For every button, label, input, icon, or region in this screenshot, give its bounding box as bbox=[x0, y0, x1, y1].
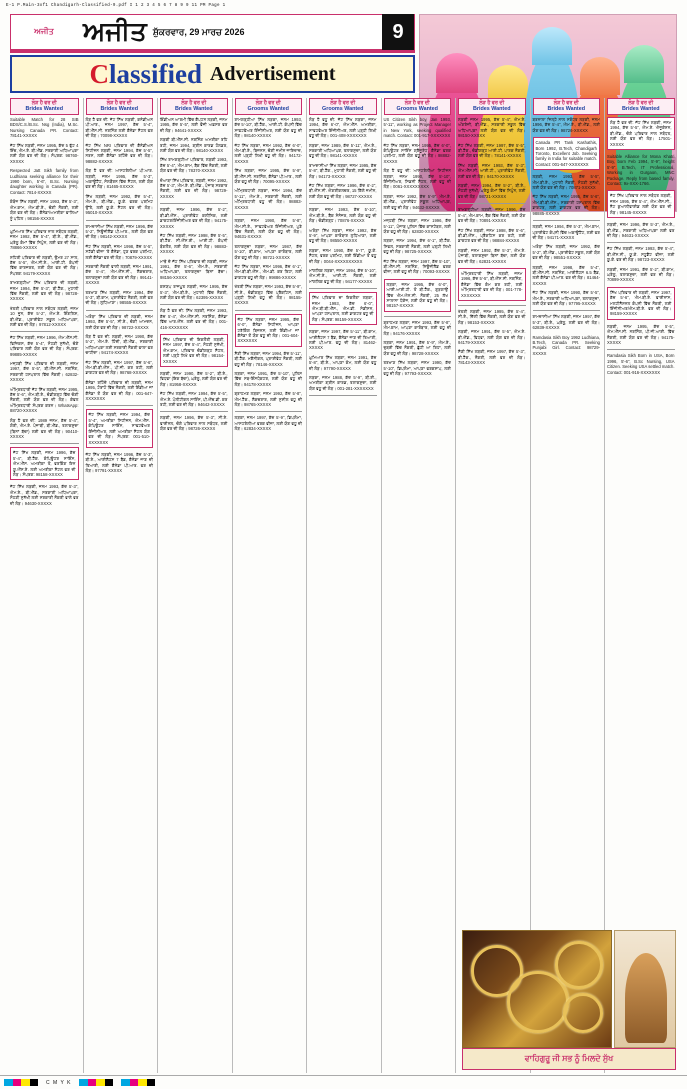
classified-ad: ਸਿੱਖ ਪਰਿਵਾਰ ਦੀ ਇਕਲੌਤੀ ਲੜਕੀ, ਜਨਮ 1997, ਕੱਦ 5'-4", ਸੋਹਣੀ ਸੁਨੱਖੀ, ਐਮ.ਕਾਮ, ਪਰਿਵਾਰ ਚੰਡੀਗੜ੍ਹ ਸੈਟਲ, ਲਈ ਪੜ੍ਹੇ ਲਿਖੇ ਵਰ ਦੀ ਲੋੜ। 98154-XXXXX bbox=[160, 334, 228, 367]
cmyk-label: C M Y K bbox=[46, 1079, 72, 1086]
column-header-9 bbox=[607, 98, 675, 115]
ad-separator bbox=[86, 405, 154, 406]
classified-ad: ਜੱਟ ਸਿੱਖ ਲੜਕੀ, ਜਨਮ 1994, ਕੱਦ 5'-5", ਐਮ.ਏ. ਪੋਲੀਟੀਕਲ ਸਾਇੰਸ, ਪੀ.ਐੱਚ.ਡੀ. ਕਰ ਰਹੀ, ਲਈ ਵਰ ਦੀ ਲੋੜ। 94642-XXXXX bbox=[160, 391, 228, 408]
ad-separator bbox=[160, 411, 228, 412]
classified-ad: ਲੜਕੀ, ਜਨਮ 1995, ਕੱਦ 5'-5", ਐਮ.ਐੱਸ.ਸੀ. ਨਰਸਿੰਗ, ਪੀ.ਜੀ.ਆਈ. ਵਿੱਚ ਨੌਕਰੀ, ਲਈ ਯੋਗ ਵਰ ਦੀ ਲੋੜ। 94175-XXXXX bbox=[607, 323, 675, 345]
masthead bbox=[10, 14, 415, 50]
classified-ad: ਸੈਣੀ ਸਿੱਖ ਲੜਕਾ, ਜਨਮ 1994, ਕੱਦ 5'-11", ਬੀ.ਟੈੱਕ. ਮਕੈਨੀਕਲ, ਪ੍ਰਾਈਵੇਟ ਨੌਕਰੀ, ਲਈ ਵਧੂ ਦੀ ਲੋੜ। 78146-XXXXX bbox=[234, 350, 302, 367]
column-header-6 bbox=[384, 98, 452, 115]
classified-ad: ਲੜਕਾ, ਜਨਮ 1997, ਕੱਦ 5'-11", ਬੀ.ਕਾਮ, ਆਈਲੈਟਸ 7 ਬੈਂਡ, ਕੈਨੇਡਾ ਜਾਣ ਦੀ ਤਿਆਰੀ, ਲਈ ਪੀ.ਆਰ. ਵਧੂ ਦੀ ਲੋੜ। 81462-XXXXX bbox=[309, 329, 377, 351]
classified-ad: ਰਾਮਦਾਸੀਆ ਸਿੱਖ ਲੜਕੀ, ਜਨਮ 1997, ਕੱਦ 5'-3", ਬੀ.ਏ., ਘਰੇਲੂ, ਲਈ ਵਰ ਦੀ ਲੋੜ। 62839-XXXXX bbox=[532, 314, 600, 331]
classified-ad: ਲੋੜ ਹੈ ਵਰ ਦੀ: ਲੜਕੀ, ਜਨਮ 1990, ਕੱਦ 5'-2", ਐਮ.ਏ. ਹਿੰਦੀ, ਬੀ.ਐੱਡ., ਸਰਕਾਰੀ ਅਧਿਆਪਕਾ ਲਈ ਸਰਕਾਰੀ ਨੌਕਰੀ ਵਾਲਾ ਵਰ ਚਾਹੀਦਾ। 94174-XXXXX bbox=[85, 334, 153, 356]
classified-ad: ਸੈਣੀ ਸਿੱਖ ਲੜਕੀ, ਜਨਮ 1997, ਕੱਦ 5'-3", ਬੀ.ਟੈੱਕ., ਨੌਕਰੀ, ਲਈ ਵਰ ਦੀ ਲੋੜ। 78143-XXXXX bbox=[458, 349, 526, 366]
column-header-8 bbox=[533, 98, 601, 115]
classified-ad: ਲੜਕੀ, ਜਨਮ 1998, ਕੱਦ 5'-4", ਬੀ.ਐੱਸ.ਸੀ. ਨਰਸਿੰਗ, ਆਈਲੈਟਸ 6.5 ਬੈਂਡ, ਲਈ ਕੈਨੇਡਾ ਪੀ.ਆਰ. ਵਰ ਦੀ ਲੋੜ। 81464-XXXXX bbox=[532, 264, 600, 286]
classified-ad: ਜੱਟ ਸਿੱਖ ਲੜਕੀ, ਜਨਮ 1995, ਕੱਦ 5'-6", ਐਮ.ਬੀ.ਬੀ.ਐੱਸ., ਸਰਕਾਰੀ ਹਸਪਤਾਲ ਵਿੱਚ ਡਾਕਟਰ, ਲਈ ਡਾਕਟਰ ਵਰ ਦੀ ਲੋੜ। 98885-XXXXX bbox=[532, 194, 600, 216]
classified-ad: ਮਾਂਗਲਿਕ ਲੜਕਾ, ਜਨਮ 1994, ਕੱਦ 5'-10", ਐਮ.ਸੀ.ਏ., ਆਈ.ਟੀ. ਨੌਕਰੀ, ਲਈ ਮਾਂਗਲਿਕ ਵਧੂ ਦੀ ਲੋੜ। 94177-XXXXX bbox=[309, 267, 377, 284]
bangle-4 bbox=[563, 993, 603, 1033]
column-header-en: Grooms Wanted bbox=[322, 106, 364, 112]
classified-ad: ਲੜਕੀ, ਜਨਮ 1993, ਕੱਦ 5'-5", ਐਮ.ਬੀ.ਏ., ਮੁਹਾਲੀ ਨੌਕਰੀ, ਸੋਹਣੀ ਸੁਨੱਖੀ, ਲਈ ਯੋਗ ਵਰ ਦੀ ਲੋੜ। 70871-XXXXX bbox=[532, 174, 600, 191]
classified-ad: ਖੱਤਰੀ ਲੜਕੀ, ਜਨਮ 1995, ਕੱਦ 5'-4", ਸੀ.ਏ., ਦਿੱਲੀ ਵਿੱਚ ਨੌਕਰੀ, ਲਈ ਯੋਗ ਵਰ ਦੀ ਲੋੜ। 98153-XXXXX bbox=[458, 308, 526, 325]
banner-word1-rest: lassified bbox=[108, 58, 202, 89]
classified-ad: ਜੱਟ ਸਿੱਖ ਲੜਕਾ, ਜਨਮ 1996, ਕੱਦ 6'-1", ਐਮ.ਬੀ.ਬੀ.ਐੱਸ., ਐਮ.ਡੀ. ਕਰ ਰਿਹਾ, ਲਈ ਡਾਕਟਰ ਵਧੂ ਦੀ ਲੋੜ। 99886-XXXXX bbox=[234, 263, 302, 280]
classified-ad: ਲੜਕੀ, ਜਨਮ 1994, ਕੱਦ 5'-2", ਬੀ.ਏ., ਸੋਹਣੀ ਸੁਨੱਖੀ, ਘਰੇਲੂ ਕੰਮਾਂ ਵਿੱਚ ਨਿਪੁੰਨ, ਲਈ ਵਰ ਦੀ ਲੋੜ। 98721-XXXXX bbox=[458, 183, 526, 199]
ad-separator bbox=[458, 305, 526, 306]
ad-separator bbox=[235, 411, 303, 412]
classified-ad: ਲੜਕਾ, ਜਨਮ 1994, ਕੱਦ 6'-1", ਬੀ.ਟੈੱਕ. ਸਿਵਲ, ਸਰਕਾਰੀ ਨੌਕਰੀ, ਲਈ ਪੜ੍ਹੀ ਲਿਖੀ ਵਧੂ ਦੀ ਲੋੜ। 98725-XXXXX bbox=[383, 238, 451, 255]
classified-ad: ਜੱਟ ਸਿੱਖ ਲੜਕਾ, ਜਨਮ 1995, ਕੱਦ 6'-0", ਕੈਨੇਡਾ ਸਿਟੀਜ਼ਨ, ਆਪਣਾ ਟਰੱਕਿੰਗ ਬਿਜ਼ਨਸ, ਲਈ ਇੰਡੀਆ ਜਾਂ ਕੈਨੇਡਾ ਤੋਂ ਯੋਗ ਵਧੂ ਦੀ ਲੋੜ। 001-604-XXXXXXX bbox=[235, 314, 303, 347]
ad-separator bbox=[86, 310, 154, 311]
classified-ad: ਜੱਟ ਸਿੱਖ ਲੜਕੀ, ਜਨਮ 1996, ਕੱਦ 5'-4", ਬੀ.ਟੈੱਕ. ਕੰਪਿਊਟਰ ਸਾਇੰਸ, ਐਮ.ਐੱਸ. ਅਮਰੀਕਾ ਤੋਂ, ਵਰਕਿੰਗ ਇਨ ਯੂ.ਐੱਸ.ਏ. ਲਈ ਅਮਰੀਕਾ ਸੈਟਲ ਵਰ ਦੀ ਲੋੜ। ਸੰਪਰਕ: 98158-XXXXX bbox=[10, 447, 79, 480]
classified-ad: ਲੜਕੀ ਜਨਮ 1995, ਕੱਦ 5'-4", ਐਮ.ਏ. ਅੰਗਰੇਜ਼ੀ, ਬੀ.ਐੱਡ., ਸਰਕਾਰੀ ਸਕੂਲ ਵਿੱਚ ਅਧਿਆਪਕਾ ਲਈ ਯੋਗ ਵਰ ਦੀ ਲੋੜ। 98150-XXXXX bbox=[458, 117, 526, 139]
registration-marks-3 bbox=[121, 1079, 155, 1086]
ad-separator bbox=[607, 242, 675, 243]
ad-separator bbox=[160, 304, 228, 305]
classified-ad: ਜੱਟ ਸਿੱਖ ਲੜਕੀ, ਜਨਮ 1995, ਕੱਦ 5 ਫੁੱਟ 4 ਇੰਚ, ਐਮ.ਏ. ਬੀ.ਐੱਡ. ਸਰਕਾਰੀ ਅਧਿਆਪਕਾ ਲਈ ਯੋਗ ਵਰ ਦੀ ਲੋੜ। ਸੰਪਰਕ: 98760-XXXXX bbox=[10, 142, 79, 164]
column-header-4 bbox=[235, 98, 303, 115]
classified-ad: ਲੋੜ ਹੈ ਵਧੂ ਦੀ: ਜੱਟ ਸਿੱਖ ਲੜਕਾ, ਜਨਮ 1994, ਕੱਦ 6'-0", ਐਮ.ਐੱਸ. ਅਮਰੀਕਾ, ਸਾਫਟਵੇਅਰ ਇੰਜੀਨੀਅਰ, ਲਈ ਪੜ੍ਹੀ ਲਿਖੀ ਵਧੂ ਦੀ ਲੋੜ। 001-408-XXXXXXX bbox=[309, 117, 377, 139]
column-header-pa: ਲੋੜ ਹੈ ਵਰ ਦੀ bbox=[553, 100, 579, 106]
classified-ad: ਜੱਟ ਸਿੱਖ ਲੜਕੀ, ਜਨਮ 1996, ਐਮ.ਐੱਸ.ਸੀ. ਫਿਜ਼ਿਕਸ, ਕੱਦ 5'-4", ਸੋਹਣੀ ਸੁਨੱਖੀ, ਚੰਗੇ ਪਰਿਵਾਰ ਲਈ ਯੋਗ ਵਰ ਦੀ ਲੋੜ। ਸੰਪਰਕ: 99885-XXXXX bbox=[10, 335, 79, 357]
classified-ad: Canada PR Tank Kashathis, Born 1992, B.Tech, Chandigarh Toronto, Excellent Job. Seeking family in India for suitable match. Contact: 001-647-XXXXXXX bbox=[533, 137, 601, 170]
classified-ad: ਤਲਾਕਸ਼ੁਦਾ ਲੜਕਾ, ਜਨਮ 1987, ਕੱਦ 5'-10", ਬੀ.ਕਾਮ, ਆਪਣਾ ਕਾਰੋਬਾਰ, ਲਈ ਯੋਗ ਵਧੂ ਦੀ ਲੋੜ। 98721-XXXXX bbox=[234, 243, 302, 260]
col-9 bbox=[604, 98, 677, 1073]
column-header-1 bbox=[10, 98, 79, 115]
classified-ad: ਸਿੱਖ ਲੜਕਾ, ਜਨਮ 1995, ਕੱਦ 5'-9", ਬੀ.ਐੱਸ.ਸੀ. ਨਰਸਿੰਗ, ਕੈਨੇਡਾ ਪੀ.ਆਰ., ਲਈ ਯੋਗ ਵਧੂ ਦੀ ਲੋੜ। 70095-XXXXX bbox=[234, 168, 302, 185]
ad-separator bbox=[309, 203, 377, 204]
column-header-pa: ਲੋੜ ਹੈ ਵਰ ਦੀ bbox=[628, 100, 654, 106]
classified-ad: Suitable Match for 28 SIB BDS/C.S./B.Sc. Nsg (India), M.Sc. Nursing Canada PR. Contact: 78141-XXXXX bbox=[10, 117, 79, 139]
registration-marks bbox=[4, 1079, 38, 1086]
column-header-en: Brides Wanted bbox=[621, 106, 660, 112]
classified-ad: ਕੰਬੋਜ ਸਿੱਖ ਲੜਕੀ, ਜਨਮ 1993, ਕੱਦ 5'-3", ਐਮ.ਕਾਮ, ਐਮ.ਬੀ.ਏ., ਚੰਗੀ ਨੌਕਰੀ, ਲਈ ਯੋਗ ਵਰ ਦੀ ਲੋੜ। ਕੈਨੇਡਾ/ਅਮਰੀਕਾ ਵਾਲਿਆਂ ਨੂੰ ਪਹਿਲ। 98156-XXXXX bbox=[10, 199, 79, 221]
classified-ad: ਰਾਮਦਾਸੀਆ ਸਿੱਖ ਲੜਕਾ, ਜਨਮ 1995, ਕੱਦ 5'-8", ਬੀ.ਟੈੱਕ., ਮੁਹਾਲੀ ਨੌਕਰੀ, ਲਈ ਵਧੂ ਦੀ ਲੋੜ। 94173-XXXXX bbox=[309, 162, 377, 179]
bottom-ad-strip: ਵਾਹਿਗੁਰੂ ਜੀ ਸਭ ਨੂੰ ਮਿਲਦੇ ਸੁੱਖ bbox=[462, 1048, 676, 1070]
classified-columns bbox=[8, 98, 679, 1073]
classified-ad: ਸਰਕਾਰੀ ਨੌਕਰੀ ਵਾਲੀ ਲੜਕੀ, ਜਨਮ 1991, ਕੱਦ 5'-4", ਐਮ.ਐੱਸ.ਸੀ., ਲੈਕਚਰਾਰ, ਤਲਾਕਸ਼ੁਦਾ ਲਈ ਯੋਗ ਵਰ ਦੀ ਲੋੜ। 99141-XXXXX bbox=[85, 263, 153, 286]
figure-4-veil bbox=[580, 57, 620, 95]
ad-separator bbox=[10, 225, 79, 226]
classified-ad: ਜੱਟ ਸਿੱਖ ਲੜਕਾ, ਜਨਮ 1996, ਕੱਦ 6'-2", ਬੀ.ਐੱਸ.ਸੀ. ਐਗਰੀਕਲਚਰ, 15 ਕਿੱਲੇ ਜ਼ਮੀਨ, ਲਈ ਯੋਗ ਵਧੂ ਦੀ ਲੋੜ। 98727-XXXXX bbox=[309, 183, 377, 199]
column-header-7 bbox=[458, 98, 526, 115]
classified-ad: ਲੜਕਾ, ਜਨਮ 1995, ਕੱਦ 6'-0", ਆਈ.ਆਈ.ਟੀ. ਤੋਂ ਬੀ.ਟੈੱਕ., ਗੁੜਗਾਉਂ ਵਿੱਚ ਐਮ.ਐਨ.ਸੀ. ਨੌਕਰੀ, 25 ਲੱਖ ਸਾਲਾਨਾ ਪੈਕੇਜ, ਲਈ ਯੋਗ ਵਧੂ ਦੀ ਲੋੜ। 98157-XXXXX bbox=[384, 279, 452, 312]
classified-ad: ਲੜਕਾ, ਜਨਮ 1991, ਕੱਦ 5'-9", ਐਮ.ਏ., ਦੁਬਈ ਵਿੱਚ ਨੌਕਰੀ, ਛੁੱਟੀ ਆ ਰਿਹਾ, ਲਈ ਯੋਗ ਵਧੂ ਦੀ ਲੋੜ। 98728-XXXXX bbox=[383, 340, 451, 356]
classified-ad: ਲੜਕਾ, ਜਨਮ 1990, ਕੱਦ 5'-7", ਯੂ.ਕੇ. ਸੈਟਲ, ਵਰਕ ਪਰਮਿਟ, ਲਈ ਇੰਡੀਆ ਤੋਂ ਵਧੂ ਦੀ ਲੋੜ। 0044-XXXXXXXXXX bbox=[309, 247, 377, 264]
classified-ad: ਅਰੋੜਾ ਸਿੱਖ ਪਰਿਵਾਰ ਦੀ ਲੜਕੀ, ਜਨਮ 1993, ਕੱਦ 5'-5", ਸੀ.ਏ., ਚੰਗੀ ਆਮਦਨ, ਲਈ ਯੋਗ ਵਰ ਦੀ ਲੋੜ। 98722-XXXXX bbox=[85, 313, 153, 330]
classified-ad: ਅਰੋੜਾ ਸਿੱਖ ਲੜਕੀ, ਜਨਮ 1992, ਕੱਦ 5'-2", ਬੀ.ਐੱਡ., ਪ੍ਰਾਈਵੇਟ ਸਕੂਲ, ਲਈ ਯੋਗ ਵਰ ਦੀ ਲੋੜ। 98551-XXXXX bbox=[532, 244, 600, 261]
classified-ad: ਘੁਮਿਆਰ ਸਿੱਖ ਲੜਕਾ, ਜਨਮ 1991, ਕੱਦ 5'-8", ਬੀ.ਏ., ਆਪਣਾ ਕੰਮ, ਲਈ ਯੋਗ ਵਧੂ ਦੀ ਲੋੜ। 97790-XXXXX bbox=[309, 354, 377, 371]
classified-ad: Suitable Alliance for Mona Khatri Boy, born Feb 1994, 5'-9", height 5'-9", B.Tech, IT Professional, Working in Gurgaon, MNC Package. Reply from based family. Contact: 9x-XXX-1766. bbox=[607, 154, 675, 187]
ad-separator bbox=[607, 349, 675, 350]
classified-ad: ਲੋੜ ਹੈ ਵਰ ਦੀ: ਜੱਟ ਸਿੱਖ ਲੜਕੀ, ਕਨੇਡੀਅਨ ਪੀ.ਆਰ., ਜਨਮ 1997, ਕੱਦ 5'-4", ਬੀ.ਐੱਸ.ਸੀ. ਨਰਸਿੰਗ ਲਈ ਕੈਨੇਡਾ ਸੈਟਲ ਵਰ ਦੀ ਲੋੜ। 70098-XXXXX bbox=[85, 117, 153, 139]
column-header-en: Grooms Wanted bbox=[247, 106, 289, 112]
classified-ad: ਲੜਕਾ, ਜਨਮ 1988, ਕੱਦ 5'-9", ਬੀ.ਈ., ਅਮਰੀਕਾ ਗ੍ਰੀਨ ਕਾਰਡ, ਤਲਾਕਸ਼ੁਦਾ, ਲਈ ਯੋਗ ਵਧੂ ਦੀ ਲੋੜ। 001-281-XXXXXXX bbox=[309, 375, 377, 391]
classified-ad: ਲੜਕੀ, ਜਨਮ 1991, ਕੱਦ 5'-5", ਐਮ.ਏ. ਬੀ.ਐੱਡ., ਵਿਧਵਾ, ਲਈ ਯੋਗ ਵਰ ਦੀ ਲੋੜ। 94179-XXXXX bbox=[458, 329, 526, 345]
classified-ad: ਲੋੜ ਹੈ ਵਰ ਦੀ: ਆਸਟਰੇਲੀਆ ਪੀ.ਆਰ. ਲੜਕੀ, ਜਨਮ 1995, ਕੱਦ 5'-3", ਅਕਾਊਂਟੈਂਟ, ਮੈਲਬੌਰਨ ਵਿੱਚ ਸੈਟਲ, ਲਈ ਯੋਗ ਵਰ ਦੀ ਲੋੜ। 81465-XXXXX bbox=[85, 168, 153, 190]
classified-ad: ਜੱਟ ਸਿੱਖ ਲੜਕੀ, ਜਨਮ 1996, ਕੱਦ 5'-3", ਬੀ.ਏ., ਆਈਲੈਟਸ 7 ਬੈਂਡ, ਕੈਨੇਡਾ ਜਾਣ ਦੀ ਤਿਆਰੀ, ਲਈ ਕੈਨੇਡਾ ਪੀ.ਆਰ. ਵਰ ਦੀ ਲੋੜ। 97791-XXXXX bbox=[85, 451, 153, 474]
column-header-pa: ਲੋੜ ਹੈ ਵਰ ਦੀ bbox=[181, 100, 207, 106]
column-header-pa: ਲੋੜ ਹੈ ਵਰ ਦੀ bbox=[330, 100, 356, 106]
column-header-5 bbox=[309, 98, 377, 115]
classified-ad: ਸਿੱਖ ਲੜਕੀ, ਜਨਮ 1992, ਕੱਦ 5'-4", ਐਮ.ਏ., ਬੀ.ਐੱਡ., ਯੂ.ਕੇ. ਵਰਕ ਪਰਮਿਟ ਉੱਤੇ, ਲਈ ਯੂ.ਕੇ. ਸੈਟਲ ਵਰ ਦੀ ਲੋੜ। 95010-XXXXX bbox=[85, 193, 153, 216]
classified-ad: ਬ੍ਰਾਹਮਣ ਲੜਕਾ, ਜਨਮ 1992, ਕੱਦ 5'-8", ਐਮ.ਟੈੱਕ., ਲੈਕਚਰਾਰ, ਲਈ ਸੁਸ਼ੀਲ ਵਧੂ ਦੀ ਲੋੜ। 98765-XXXXX bbox=[234, 391, 302, 408]
secondary-photo bbox=[614, 930, 676, 1048]
classified-ad: ਜੱਟ ਸਿੱਖ ਲੜਕੀ, ਜਨਮ 1990, ਕੱਦ 5'-5", ਐਮ.ਏ., ਸਰਕਾਰੀ ਅਧਿਆਪਕਾ, ਤਲਾਕਸ਼ੁਦਾ, ਲਈ ਯੋਗ ਵਰ ਦੀ ਲੋੜ। 97795-XXXXX bbox=[532, 290, 600, 306]
classified-ad: ਮਜ਼੍ਹਬੀ ਸਿੱਖ ਲੜਕਾ, ਜਨਮ 1996, ਕੱਦ 5'-11", ਪੰਜਾਬ ਪੁਲਿਸ ਵਿੱਚ ਕਾਂਸਟੇਬਲ, ਲਈ ਯੋਗ ਵਧੂ ਦੀ ਲੋੜ। 62830-XXXXX bbox=[383, 218, 451, 234]
classified-ad: ਜੱਟ ਸਿੱਖ ਲੜਕੀ, ਜਨਮ 1993, ਕੱਦ 5'-3", ਐਮ.ਏ., ਬੀ.ਐੱਡ., ਸਰਕਾਰੀ ਅਧਿਆਪਕਾ, ਸੋਹਣੀ ਸੁਨੱਖੀ ਲਈ ਸਰਕਾਰੀ ਨੌਕਰੀ ਵਾਲੇ ਵਰ ਦੀ ਲੋੜ। 94630-XXXXX bbox=[10, 484, 79, 506]
classified-ad: ਜੱਟ ਸਿੱਖ ਲੜਕਾ, ਜਨਮ 1997, ਕੱਦ 5'-10", ਬੀ.ਐੱਸ.ਸੀ. ਨਰਸਿੰਗ, ਨਿਊਜ਼ੀਲੈਂਡ ਵਰਕ ਵੀਜ਼ਾ, ਲਈ ਵਧੂ ਦੀ ਲੋੜ। 70093-XXXXX bbox=[383, 258, 451, 275]
classified-ad: ਬ੍ਰਾਹਮਣ ਲੜਕਾ, ਜਨਮ 1993, ਕੱਦ 5'-8", ਐਮ.ਕਾਮ, ਆਪਣਾ ਕਾਰੋਬਾਰ, ਲਈ ਵਧੂ ਦੀ ਲੋੜ। 94176-XXXXX bbox=[383, 319, 451, 336]
classified-ad: ਅੰਮ੍ਰਿਤਧਾਰੀ ਸਿੱਖ ਲੜਕੀ, ਜਨਮ 1996, ਕੱਦ 5'-5", ਬੀ.ਐੱਸ.ਸੀ. ਨਰਸਿੰਗ, ਕੈਨੇਡਾ ਵਿੱਚ ਕੰਮ ਕਰ ਰਹੀ, ਲਈ ਅੰਮ੍ਰਿਤਧਾਰੀ ਵਰ ਦੀ ਲੋੜ। 001-778-XXXXXXX bbox=[458, 268, 526, 301]
column-header-pa: ਲੋੜ ਹੈ ਵਰ ਦੀ bbox=[106, 100, 132, 106]
classified-ad: ਇੰਡੀਅਨ ਆਰਮੀ ਵਿੱਚ ਕੈਪਟਨ ਲੜਕੀ, ਜਨਮ 1995, ਕੱਦ 5'-5", ਲਈ ਫੌਜੀ ਅਫ਼ਸਰ ਵਰ ਦੀ ਲੋੜ। 94641-XXXXX bbox=[160, 117, 228, 133]
figure-3-veil bbox=[532, 27, 572, 65]
column-header-en: Brides Wanted bbox=[25, 106, 64, 112]
classified-ad: ਜੱਟ ਸਿੱਖ ਲੜਕੀ, ਜਨਮ 1998, ਕੱਦ 5'-5", ਬੀ.ਟੈੱਕ. ਸੀ.ਐੱਸ.ਈ., ਆਈ.ਟੀ. ਕੰਪਨੀ ਬੰਗਲੌਰ, ਲਈ ਯੋਗ ਵਰ ਦੀ ਲੋੜ। 98883-XXXXX bbox=[160, 232, 228, 255]
ad-separator bbox=[10, 331, 79, 332]
classified-ad: ਲੜਕਾ, ਜਨਮ 1991, ਕੱਦ 5'-10", ਪੁਲਿਸ ਵਿੱਚ ਸਬ-ਇੰਸਪੈਕਟਰ, ਲਈ ਯੋਗ ਵਧੂ ਦੀ ਲੋੜ। 94178-XXXXX bbox=[234, 371, 302, 387]
column-header-pa: ਲੋੜ ਹੈ ਵਰ ਦੀ bbox=[31, 100, 57, 106]
classified-ad: ਲੜਕਾ, ਜਨਮ 1997, ਕੱਦ 5'-9", ਡਿਪਲੋਮਾ, ਆਸਟਰੇਲੀਆ ਵਰਕ ਵੀਜ਼ਾ, ਲਈ ਯੋਗ ਵਧੂ ਦੀ ਲੋੜ। 62834-XXXXX bbox=[234, 415, 302, 432]
banner-drop-cap: C bbox=[89, 58, 109, 89]
classified-ad: ਅੰਮ੍ਰਿਤਧਾਰੀ ਜੱਟ ਸਿੱਖ ਲੜਕੀ, ਜਨਮ 1995, ਕੱਦ 5'-6", ਐਮ.ਬੀ.ਏ., ਚੰਡੀਗੜ੍ਹ ਵਿੱਚ ਚੰਗੀ ਨੌਕਰੀ, ਲਈ ਯੋਗ ਵਰ ਦੀ ਲੋੜ। ਕੇਵਲ ਅੰਮ੍ਰਿਤਧਾਰੀ ਸੰਪਰਕ ਕਰਨ। WhatsApp: 88720-XXXXX bbox=[10, 386, 79, 414]
classified-ad: ਕਸ਼ਯਪ ਰਾਜਪੂਤ ਲੜਕੀ, ਜਨਮ 1995, ਕੱਦ 5'-3", ਐਮ.ਬੀ.ਏ., ਮੁਹਾਲੀ ਵਿੱਚ ਨੌਕਰੀ, ਲਈ ਯੋਗ ਵਰ ਦੀ ਲੋੜ। 62395-XXXXX bbox=[160, 284, 228, 300]
page-number: 9 bbox=[382, 14, 414, 50]
classified-ad: ਲੜਕੀ, ਜਨਮ 1991, ਕੱਦ 5'-2", ਬੀ.ਕਾਮ, ਘਰੇਲੂ, ਤਲਾਕਸ਼ੁਦਾ, ਲਈ ਵਰ ਦੀ ਲੋੜ। 70899-XXXXX bbox=[607, 266, 675, 283]
classified-ad: ਜੱਟ ਸਿੱਖ ਲੜਕੀ, ਜਨਮ 1998, ਕੱਦ 5'-6", ਬੀ.ਡੀ.ਐੱਸ., ਪ੍ਰੈਕਟਿਸ ਕਰ ਰਹੀ, ਲਈ ਡਾਕਟਰ ਵਰ ਦੀ ਲੋੜ। 98884-XXXXX bbox=[458, 227, 526, 244]
ad-separator bbox=[384, 214, 452, 215]
classified-ad: ਰਾਮਗੜ੍ਹੀਆ ਲੜਕੀ, ਜਨਮ 1996, ਕੱਦ 5'-4", ਐਮ.ਕਾਮ, ਬੈਂਕ ਵਿੱਚ ਨੌਕਰੀ, ਲਈ ਯੋਗ ਵਰ ਦੀ ਲੋੜ। 70891-XXXXX bbox=[458, 207, 526, 224]
classified-ad: ਲੋੜ ਹੈ ਵਧੂ ਦੀ: ਆਸਟਰੇਲੀਆ ਸਿਟੀਜ਼ਨ ਲੜਕਾ, ਜਨਮ 1990, ਕੱਦ 5'-10", ਇੰਜੀਨੀਅਰ, ਸਿਡਨੀ ਸੈਟਲ, ਲਈ ਵਧੂ ਦੀ ਲੋੜ। 0061-XXXXXXXXX bbox=[383, 168, 451, 190]
print-registration-bar bbox=[0, 1075, 687, 1089]
classified-ad: ਲੜਕੀ ਬੀ.ਐੱਸ.ਸੀ. ਨਰਸਿੰਗ ਅਮਰੀਕਾ ਰਹਿ ਰਹੀ, ਜਨਮ 1994, ਗ੍ਰੀਨ ਕਾਰਡ ਹੋਲਡਰ, ਲਈ ਯੋਗ ਵਰ ਦੀ ਲੋੜ। 98140-XXXXX bbox=[160, 137, 228, 154]
classified-ad: ਖੱਤਰੀ ਸਿੱਖ ਲੜਕਾ, ਜਨਮ 1993, ਕੱਦ 5'-9", ਸੀ.ਏ., ਚੰਡੀਗੜ੍ਹ ਵਿੱਚ ਪ੍ਰੈਕਟਿਸ, ਲਈ ਪੜ੍ਹੀ ਲਿਖੀ ਵਧੂ ਦੀ ਲੋੜ। 98155-XXXXX bbox=[234, 284, 302, 306]
column-header-pa: ਲੋੜ ਹੈ ਵਰ ਦੀ bbox=[479, 100, 505, 106]
col-5 bbox=[306, 98, 379, 1073]
classified-ad: US Citizen Sikh boy, Jan 1993, 5'-11", working as Project Manager in New York, seeking qualified match. Contact: 001-917-XXXXXXX bbox=[383, 117, 451, 139]
classified-ad: ਜੱਟ ਸਿੱਖ ਲੜਕਾ, ਜਨਮ 1995, ਕੱਦ 6'-0", ਕੰਪਿਊਟਰ ਸਾਇੰਸ ਗ੍ਰੈਜੂਏਟ, ਕੈਨੇਡਾ ਵਰਕ ਪਰਮਿਟ, ਲਈ ਯੋਗ ਵਧੂ ਦੀ ਲੋੜ। 98882-XXXXX bbox=[383, 142, 451, 164]
masthead-left-label: ਅਜੀਤ bbox=[34, 27, 54, 36]
ad-separator bbox=[458, 203, 526, 204]
classified-ad: ਰਾਮਗੜ੍ਹੀਆ ਸਿੱਖ ਪਰਿਵਾਰ ਦੀ ਲੜਕੀ, ਜਨਮ 1994, ਕੱਦ 5'-3", ਬੀ.ਟੈੱਕ., ਮੁਹਾਲੀ ਵਿੱਚ ਨੌਕਰੀ, ਲਈ ਵਰ ਦੀ ਲੋੜ। 98728-XXXXX bbox=[10, 280, 79, 302]
ad-separator bbox=[309, 288, 377, 289]
ad-separator bbox=[533, 310, 601, 311]
column-header-2 bbox=[86, 98, 154, 115]
classified-ad: ਜੱਟ ਸਿੱਖ ਲੜਕਾ, ਜਨਮ 1992, ਕੱਦ 6'-0", ਐਮ.ਬੀ.ਏ., ਬਿਜ਼ਨਸ, ਚੰਗੀ ਜ਼ਮੀਨ ਜਾਇਦਾਦ, ਲਈ ਪੜ੍ਹੀ ਲਿਖੀ ਵਧੂ ਦੀ ਲੋੜ। 94172-XXXXX bbox=[234, 142, 302, 164]
ad-separator bbox=[86, 220, 154, 221]
classified-ad: ਮਜ਼੍ਹਬੀ ਸਿੱਖ ਪਰਿਵਾਰ ਦੀ ਲੜਕੀ, ਜਨਮ 1997, ਕੱਦ 5'-5", ਬੀ.ਐੱਸ.ਸੀ. ਨਰਸਿੰਗ, ਸਰਕਾਰੀ ਹਸਪਤਾਲ ਵਿੱਚ ਨੌਕਰੀ। 62832-XXXXX bbox=[10, 361, 79, 383]
classified-ad: ਸਿੱਖ ਰਾਮਗੜ੍ਹੀਆ ਪਰਿਵਾਰ, ਲੜਕੀ 1993, ਕੱਦ 5'-4", ਐਮ.ਕਾਮ, ਬੈਂਕ ਵਿੱਚ ਨੌਕਰੀ, ਲਈ ਯੋਗ ਵਰ ਦੀ ਲੋੜ। 78370-XXXXX bbox=[160, 157, 228, 174]
classified-ad: ਅਰੋੜਾ ਸਿੱਖ ਲੜਕਾ, ਜਨਮ 1992, ਕੱਦ 5'-9", ਆਪਣਾ ਕਾਰੋਬਾਰ ਲੁਧਿਆਣਾ, ਲਈ ਵਧੂ ਦੀ ਲੋੜ। 98550-XXXXX bbox=[309, 227, 377, 244]
classified-ad: ਸਿੱਖ ਪਰਿਵਾਰ ਦਾ ਇਕਲੌਤਾ ਲੜਕਾ, ਜਨਮ 1993, ਕੱਦ 6'-0", ਐਮ.ਬੀ.ਬੀ.ਐੱਸ., ਐਮ.ਡੀ. ਮੈਡੀਸਨ, ਆਪਣਾ ਹਸਪਤਾਲ, ਲਈ ਡਾਕਟਰ ਵਧੂ ਦੀ ਲੋੜ। ਸੰਪਰਕ: 98159-XXXXX bbox=[309, 292, 377, 325]
classified-ad: ਲੜਕਾ, ਜਨਮ 1992, ਕੱਦ 5'-9", ਐਮ.ਏ. ਬੀ.ਐੱਡ., ਪ੍ਰਾਈਵੇਟ ਸਕੂਲ ਅਧਿਆਪਕ, ਲਈ ਵਧੂ ਦੀ ਲੋੜ। 94632-XXXXX bbox=[383, 193, 451, 210]
banner-word-classified bbox=[89, 59, 202, 90]
classified-ad: ਸ਼ਹਿਰੀ ਪਰਿਵਾਰ ਦੀ ਲੜਕੀ, ਉਮਰ 27 ਸਾਲ, ਕੱਦ 5'-5", ਐਮ.ਸੀ.ਏ., ਆਈ.ਟੀ. ਕੰਪਨੀ ਵਿੱਚ ਕਾਰਜਰਤ, ਲਈ ਯੋਗ ਵਰ ਦੀ ਲੋੜ। ਸੰਪਰਕ: 94179-XXXXX bbox=[10, 254, 79, 276]
issue-date: ਸ਼ੁੱਕਰਵਾਰ, 29 ਮਾਰਚ 2026 bbox=[152, 26, 245, 37]
classified-ad: ਤਰਖਾਣ ਸਿੱਖ ਲੜਕੀ, ਜਨਮ 1994, ਕੱਦ 5'-3", ਬੀ.ਕਾਮ, ਪ੍ਰਾਈਵੇਟ ਨੌਕਰੀ, ਲਈ ਵਰ ਦੀ ਲੋੜ। ਲੁਧਿਆਣਾ। 98555-XXXXX bbox=[85, 289, 153, 306]
classified-ad: ਲੜਕੀ, ਜਨਮ 1994, ਕੱਦ 5'-3", ਐਮ.ਕਾਮ, ਪ੍ਰਾਈਵੇਟ ਕੰਪਨੀ ਵਿੱਚ ਅਕਾਊਂਟੈਂਟ, ਲਈ ਵਰ ਦੀ ਲੋੜ। 94171-XXXXX bbox=[532, 224, 600, 240]
classified-ad: Ramdasia Sikh Boy 1992 Ludhiana, B.Tech, Canada PR. Seeking Punjabi Girl. Contact: 98729-XXXXX bbox=[532, 334, 600, 356]
classified-ad: ਜੱਟ ਸਿੱਖ ਲੜਕੀ, ਜਨਮ 1997, ਕੱਦ 5'-6", ਐਮ.ਬੀ.ਬੀ.ਐੱਸ., ਪੀ.ਜੀ. ਕਰ ਰਹੀ, ਲਈ ਡਾਕਟਰ ਵਰ ਦੀ ਲੋੜ। 98768-XXXXX bbox=[85, 359, 153, 376]
col-8 bbox=[530, 98, 603, 1073]
classified-ad: ਜੱਟ ਸਿੱਖ ਲੜਕੀ, ਜਨਮ 1993, ਕੱਦ 5'-4", ਬੀ.ਐੱਸ.ਸੀ., ਯੂ.ਕੇ. ਸਟੂਡੈਂਟ ਵੀਜ਼ਾ, ਲਈ ਯੂ.ਕੇ. ਵਰ ਦੀ ਲੋੜ। 98723-XXXXX bbox=[607, 246, 675, 263]
printer-info-line: E-1 P.Main-3of1 Chandigarh-Classified-9.pdf I 1 2 3 4 5 6 7 8 9 9 11 PM Page 1 bbox=[6, 4, 226, 8]
col-3 bbox=[157, 98, 230, 1073]
classified-ad: ਜੱਟ ਸਿੱਖ ਲੜਕੀ, ਜਨਮ 1997, ਕੱਦ 5'-5", ਬੀ.ਟੈੱਕ., ਚੰਡੀਗੜ੍ਹ ਆਈ.ਟੀ. ਪਾਰਕ ਨੌਕਰੀ, ਲਈ ਯੋਗ ਵਰ ਦੀ ਲੋੜ। 78141-XXXXX bbox=[458, 142, 526, 159]
jewellery-photo bbox=[462, 930, 612, 1048]
classified-ad: ਲੜਕੀ, ਜਨਮ 1996, ਕੱਦ 5'-3", ਸੀ.ਏ. ਫਾਈਨਲ, ਚੰਗੇ ਪਰਿਵਾਰ ਨਾਲ ਸਬੰਧਤ, ਲਈ ਯੋਗ ਵਰ ਦੀ ਲੋੜ। 98726-XXXXX bbox=[160, 415, 228, 432]
classified-ad: ਜੱਟ ਸਿੱਖ ਪਰਿਵਾਰ ਨਾਲ ਸਬੰਧਤ ਲੜਕੀ, ਜਨਮ 1995, ਕੱਦ 5'-4", ਐਮ.ਐੱਸ.ਸੀ., ਨੈਟ ਕੁਆਲੀਫਾਈਡ ਲਈ ਯੋਗ ਵਰ ਦੀ ਲੋੜ। 98145-XXXXX bbox=[607, 190, 675, 218]
classified-ad: ਤਰਖਾਣ ਸਿੱਖ ਲੜਕਾ, ਜਨਮ 1990, ਕੱਦ 5'-10", ਡਿਪਲੋਮਾ, ਆਪਣਾ ਵਰਕਸ਼ਾਪ, ਲਈ ਵਧੂ ਦੀ ਲੋੜ। 97793-XXXXX bbox=[383, 360, 451, 377]
col-6 bbox=[381, 98, 454, 1073]
figure-5-veil bbox=[624, 45, 664, 83]
column-header-pa: ਲੋੜ ਹੈ ਵਰ ਦੀ bbox=[404, 100, 430, 106]
ad-separator bbox=[533, 220, 601, 221]
col-2 bbox=[83, 98, 156, 1073]
classified-ad: ਰਾਮਗੜ੍ਹੀਆ ਸਿੱਖ ਲੜਕਾ, ਜਨਮ 1993, ਕੱਦ 5'-10", ਬੀ.ਟੈੱਕ., ਆਈ.ਟੀ. ਕੰਪਨੀ ਵਿੱਚ ਸਾਫਟਵੇਅਰ ਇੰਜੀਨੀਅਰ, ਲਈ ਯੋਗ ਵਧੂ ਦੀ ਲੋੜ। 98140-XXXXX bbox=[234, 117, 302, 139]
registration-marks-2 bbox=[79, 1079, 113, 1086]
classified-ad: ਲੋੜ ਹੈ ਵਰ ਦੀ: ਸਿੱਖ ਲੜਕੀ, ਜਨਮ 1993, ਕੱਦ 5'-4", ਐਮ.ਐੱਸ.ਸੀ. ਨਰਸਿੰਗ, ਕੈਨੇਡਾ ਵਿੱਚ ਆਰ.ਐੱਨ. ਲਈ ਵਰ ਦੀ ਲੋੜ। 001-416-XXXXXXX bbox=[160, 308, 228, 330]
masthead-rule bbox=[10, 50, 415, 53]
classified-ad: ਲੋੜ ਹੈ ਵਰ ਦੀ: ਜੱਟ ਸਿੱਖ ਲੜਕੀ, ਜਨਮ 1994, ਕੱਦ 5'-5", ਐਮ.ਏ. ਐਜੂਕੇਸ਼ਨ, ਬੀ.ਐੱਡ., ਚੰਗੇ ਪਰਿਵਾਰ ਨਾਲ ਸਬੰਧਤ, ਲਈ ਯੋਗ ਵਰ ਦੀ ਲੋੜ। 17501-XXXXX bbox=[607, 117, 675, 150]
classified-ad: ਜੱਟ ਸਿੱਖ NRI ਪਰਿਵਾਰ ਦੀ ਕੈਨੇਡੀਅਨ ਸਿਟੀਜ਼ਨ ਲੜਕੀ, ਜਨਮ 1994, ਕੱਦ 5'-5", ਨਰਸ, ਲਈ ਕੈਨੇਡਾ ਰਹਿੰਦੇ ਵਰ ਦੀ ਲੋੜ। 98882-XXXXX bbox=[85, 142, 153, 164]
ad-separator bbox=[235, 310, 303, 311]
classified-ad: ਲੜਕੀ, ਜਨਮ 1996, ਕੱਦ 5'-3", ਐਮ.ਏ., ਬੀ.ਐੱਡ., ਸਰਕਾਰੀ ਅਧਿਆਪਕਾ ਲਈ ਵਰ ਦੀ ਲੋੜ। 94631-XXXXX bbox=[607, 222, 675, 238]
bangle-3 bbox=[555, 941, 603, 989]
classified-ad: ਅੰਮ੍ਰਿਤਧਾਰੀ ਲੜਕਾ, ਜਨਮ 1994, ਕੱਦ 5'-11", ਐਮ.ਏ., ਸਰਕਾਰੀ ਨੌਕਰੀ, ਲਈ ਅੰਮ੍ਰਿਤਧਾਰੀ ਵਧੂ ਦੀ ਲੋੜ। 98883-XXXXX bbox=[234, 188, 302, 210]
ad-separator bbox=[309, 395, 377, 396]
figure-1-veil bbox=[436, 53, 478, 93]
classified-ad: Ramdasia Sikh Born in USA, Born 1996, 5'-6", B.Sc Nursing, USA Citizen. Seeking USA settled match. Contact: 001-916-XXXXXXX bbox=[607, 353, 675, 375]
classified-ad: ਦੋਆਬਾ ਸਿੱਖ ਪਰਿਵਾਰ, ਲੜਕੀ, ਜਨਮ 1992, ਕੱਦ 5'-3", ਐਮ.ਏ. ਬੀ.ਐੱਡ., ਪੰਜਾਬ ਸਰਕਾਰ ਨੌਕਰੀ, ਲਈ ਵਰ ਦੀ ਲੋੜ। 98729-XXXXX bbox=[160, 177, 228, 199]
classified-ad: ਲੜਕਾ, ਜਨਮ 1989, ਕੱਦ 5'-11", ਐਮ.ਏ., ਸਰਕਾਰੀ ਅਧਿਆਪਕ, ਤਲਾਕਸ਼ੁਦਾ, ਲਈ ਯੋਗ ਵਧੂ ਦੀ ਲੋੜ। 98141-XXXXX bbox=[309, 142, 377, 159]
classified-ad: ਕੈਨੇਡਾ ਰਹਿੰਦੇ ਪਰਿਵਾਰ ਦੀ ਲੜਕੀ, ਜਨਮ 1995, ਟੋਰਾਂਟੋ ਵਿੱਚ ਨੌਕਰੀ, ਲਈ ਇੰਡੀਆ ਜਾਂ ਕੈਨੇਡਾ ਤੋਂ ਯੋਗ ਵਰ ਦੀ ਲੋੜ। 001-647-XXXXXXX bbox=[85, 379, 153, 402]
classified-ad: ਖੱਤਰੀ ਪਰਿਵਾਰ ਨਾਲ ਸਬੰਧਤ ਲੜਕੀ, ਜਨਮ 10 ਜੂਨ, ਕੱਦ 5'-2", ਐਮ.ਏ. ਇੰਗਲਿਸ਼, ਬੀ.ਐੱਡ., ਪ੍ਰਾਈਵੇਟ ਸਕੂਲ ਅਧਿਆਪਕਾ, ਲਈ ਵਰ ਦੀ ਲੋੜ। 97812-XXXXX bbox=[10, 305, 79, 327]
classified-ad: ਜੱਟ ਸਿੱਖ ਲੜਕੀ, ਜਨਮ 1994, ਕੱਦ 5'-4", ਅਮਰੀਕਾ ਸਿਟੀਜ਼ਨ, ਐਮ.ਐੱਸ. ਕੰਪਿਊਟਰ ਸਾਇੰਸ, ਸਾਫਟਵੇਅਰ ਇੰਜੀਨੀਅਰ, ਲਈ ਅਮਰੀਕਾ ਸੈਟਲ ਯੋਗ ਵਰ ਦੀ ਲੋੜ। ਸੰਪਰਕ: 001-510-XXXXXXX bbox=[86, 409, 154, 447]
classified-ad: ਲੜਕਾ, ਜਨਮ 1993, ਕੱਦ 5'-10", ਐਮ.ਬੀ.ਏ., ਬੈਂਕ ਮੈਨੇਜਰ, ਲਈ ਯੋਗ ਵਧੂ ਦੀ ਲੋੜ। ਚੰਡੀਗੜ੍ਹ। 70876-XXXXX bbox=[309, 207, 377, 224]
col-1 bbox=[8, 98, 81, 1073]
col-7 bbox=[455, 98, 528, 1073]
classified-ad: ਬਰਨਾਲਾ ਜ਼ਿਲ੍ਹੇ ਨਾਲ ਸਬੰਧਤ ਲੜਕੀ, ਜਨਮ 1996, ਕੱਦ 5'-4", ਐਮ.ਏ., ਬੀ.ਐੱਡ., ਲਈ ਯੋਗ ਵਰ ਦੀ ਲੋੜ। 98726-XXXXX bbox=[532, 117, 600, 133]
banner-word-advertisement: Advertisement bbox=[209, 62, 336, 85]
col-4 bbox=[232, 98, 305, 1073]
classified-ad: ਲੜਕੀ, ਜਨਮ 1996, ਕੱਦ 5'-2", ਬੀ.ਡੀ.ਐੱਸ., ਪ੍ਰਾਈਵੇਟ ਕਲੀਨਿਕ, ਲਈ ਡਾਕਟਰ/ਇੰਜੀਨੀਅਰ ਵਰ ਦੀ ਲੋੜ। 94175-XXXXX bbox=[160, 207, 228, 229]
column-header-en: Brides Wanted bbox=[547, 106, 586, 112]
classified-ad: ਸਿੱਖ ਪਰਿਵਾਰ ਦੀ ਲੜਕੀ, ਜਨਮ 1997, ਕੱਦ 5'-6", ਐਮ.ਬੀ.ਏ. ਫਾਈਨਾਂਸ, ਮਲਟੀਨੈਸ਼ਨਲ ਕੰਪਨੀ ਵਿੱਚ ਨੌਕਰੀ, ਲਈ ਇੰਜੀਨੀਅਰ/ਐਮ.ਬੀ.ਏ. ਵਰ ਦੀ ਲੋੜ। 98159-XXXXX bbox=[607, 287, 675, 320]
classified-ad: ਲੜਕੀ, ਜਨਮ 1990, ਕੱਦ 5'-2", ਬੀ.ਏ., ਵਿਧਵਾ (ਇਕ ਬੱਚਾ), ਘਰੇਲੂ, ਲਈ ਯੋਗ ਵਰ ਦੀ ਲੋੜ। 81958-XXXXX bbox=[160, 371, 228, 387]
classified-ad: ਸਿੱਖ ਲੜਕੀ, ਜਨਮ 1993, ਕੱਦ 5'-3", ਐਮ.ਐੱਸ.ਸੀ. ਆਈ.ਟੀ., ਪ੍ਰਾਈਵੇਟ ਨੌਕਰੀ, ਲਈ ਵਰ ਦੀ ਲੋੜ। 94170-XXXXX bbox=[458, 162, 526, 179]
column-header-en: Brides Wanted bbox=[174, 106, 213, 112]
column-header-en: Brides Wanted bbox=[472, 106, 511, 112]
classified-ad: ਲੜਕਾ, ਜਨਮ 1990, ਕੱਦ 5'-8", ਐਮ.ਸੀ.ਏ., ਸਾਫਟਵੇਅਰ ਇੰਜੀਨੀਅਰ, ਪੁਣੇ ਵਿੱਚ ਨੌਕਰੀ, ਲਈ ਯੋਗ ਵਧੂ ਦੀ ਲੋੜ। 94631-XXXXX bbox=[234, 218, 302, 240]
ad-separator bbox=[10, 443, 79, 444]
classified-ad: ਘੁਮਿਆਰ ਸਿੱਖ ਪਰਿਵਾਰ ਨਾਲ ਸਬੰਧਤ ਲੜਕੀ, ਜਨਮ 1992, ਕੱਦ 5'-4", ਬੀ.ਏ., ਬੀ.ਐੱਡ., ਘਰੇਲੂ ਕੰਮਾਂ ਵਿੱਚ ਨਿਪੁੰਨ, ਲਈ ਵਰ ਦੀ ਲੋੜ। 78866-XXXXX bbox=[10, 228, 79, 251]
ad-separator bbox=[160, 203, 228, 204]
classified-ad: ਮਾਝੇ ਦੇ ਜੱਟ ਸਿੱਖ ਪਰਿਵਾਰ ਦੀ ਲੜਕੀ, ਜਨਮ 1991, ਕੱਦ 5'-6", ਐਮ.ਏ., ਸਰਕਾਰੀ ਅਧਿਆਪਕਾ, ਤਲਾਕਸ਼ੁਦਾ ਬਿਨਾਂ ਬੱਚਾ। 98156-XXXXX bbox=[160, 258, 228, 280]
classified-ad: ਜੱਟ ਸਿੱਖ ਲੜਕੀ, ਜਨਮ 1998, ਕੱਦ 5'-5", ਸਟੱਡੀ ਵੀਜ਼ਾ 'ਤੇ ਕੈਨੇਡਾ, ਹੁਣ ਵਰਕ ਪਰਮਿਟ, ਲਈ ਕੈਨੇਡਾ ਵਰ ਦੀ ਲੋੜ। 70879-XXXXX bbox=[85, 243, 153, 260]
newspaper-logo: ਅਜੀਤ bbox=[83, 16, 147, 46]
classified-ad: ਰਾਮਦਾਸੀਆ ਸਿੱਖ ਲੜਕੀ, ਜਨਮ 1996, ਕੱਦ 5'-2", ਨਿਊਜ਼ੀਲੈਂਡ ਪੀ.ਆਰ., ਲਈ ਯੋਗ ਵਰ ਦੀ ਲੋੜ। 98142-XXXXX bbox=[85, 223, 153, 240]
ad-separator bbox=[384, 316, 452, 317]
column-header-3 bbox=[160, 98, 228, 115]
classified-ad: Respected Jatt Sikh family from Ludhiana seeking alliance for their 1990 born, 5'-6", B.Sc. Nursing daughter working in Canada (PR). Contact: 7814-XXXXX bbox=[10, 168, 79, 195]
ad-separator bbox=[235, 214, 303, 215]
column-header-en: Brides Wanted bbox=[100, 106, 139, 112]
classified-ad: ਲੋੜ ਹੈ ਵਰ ਦੀ: 1989 ਜਨਮ, ਕੱਦ 5'-4", ਗੋਰੀ, ਐਮ.ਏ. ਪੰਜਾਬੀ, ਬੀ.ਐੱਡ., ਤਲਾਕਸ਼ੁਦਾ (ਬਿਨਾਂ ਬੱਚਾ) ਲਈ ਵਰ ਦੀ ਲੋੜ। 90410-XXXXX bbox=[10, 417, 79, 439]
column-header-en: Grooms Wanted bbox=[396, 106, 438, 112]
column-header-pa: ਲੋੜ ਹੈ ਵਰ ਦੀ bbox=[255, 100, 281, 106]
photo-figure bbox=[625, 953, 667, 1043]
classified-banner bbox=[10, 55, 415, 93]
classified-ad: ਲੜਕੀ, ਜਨਮ 1992, ਕੱਦ 5'-3", ਐਮ.ਏ. ਪੰਜਾਬੀ, ਤਲਾਕਸ਼ੁਦਾ ਬਿਨਾਂ ਬੱਚਾ, ਲਈ ਯੋਗ ਵਰ ਦੀ ਲੋੜ। 62831-XXXXX bbox=[458, 247, 526, 264]
